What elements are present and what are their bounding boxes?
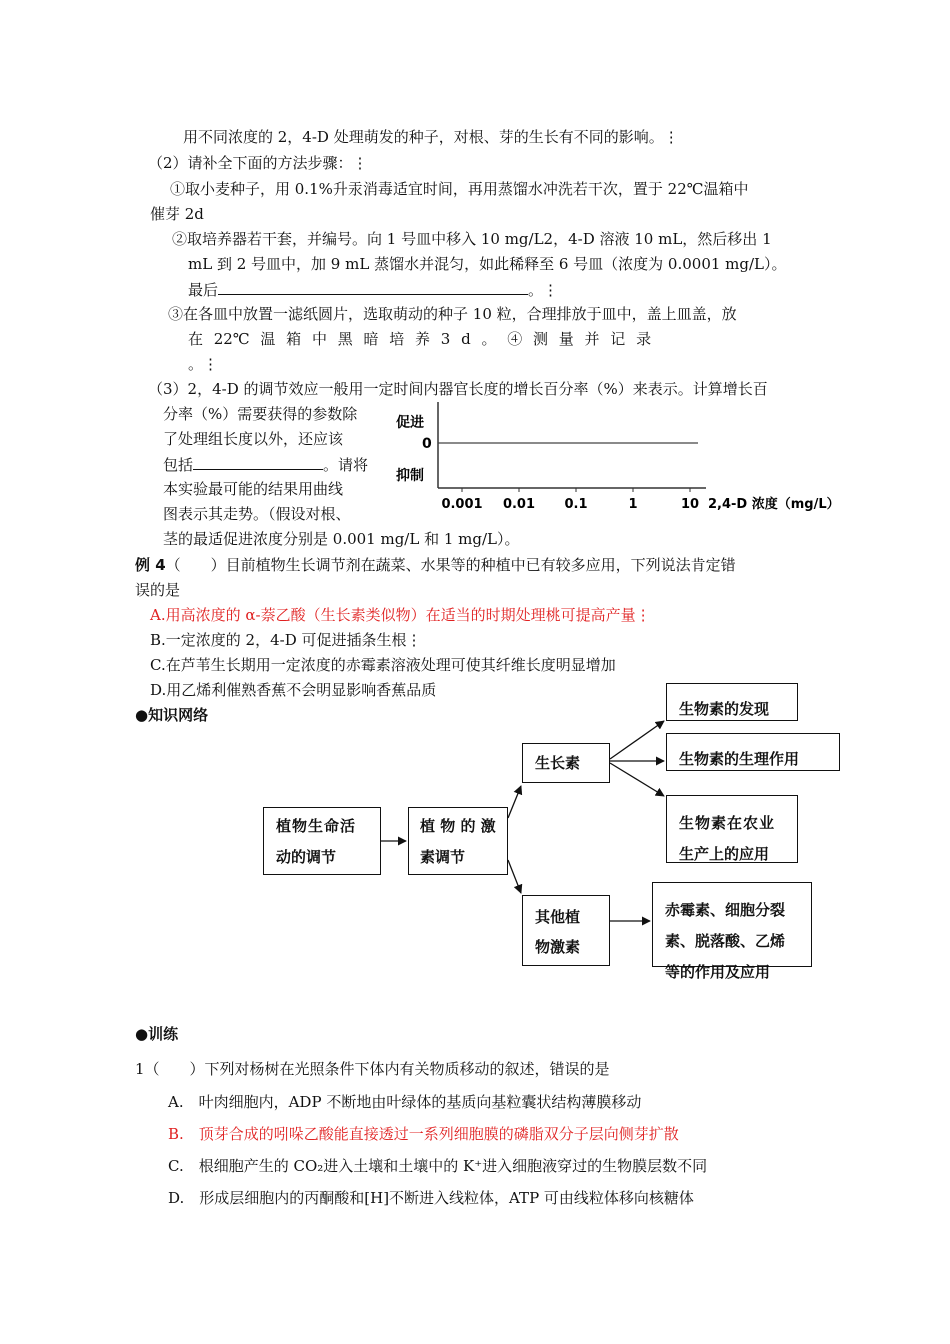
q3-prefix: 包括 <box>163 456 194 474</box>
example-4-text: （ ）目前植物生长调节剂在蔬菜、水果等的种植中已有较多应用，下列说法肯定错 <box>165 556 736 574</box>
box-auxin <box>522 743 610 783</box>
training-option-d: D. 形成层细胞内的丙酮酸和[H]不断进入线粒体，ATP 可由线粒体移向核糖体 <box>168 1189 694 1207</box>
question-3-line-7: 茎的最适促进浓度分别是 0.001 mg/L 和 1 mg/L）。 <box>163 530 520 548</box>
answer-blank-2[interactable] <box>193 454 323 470</box>
box-agricultural-application <box>666 795 798 863</box>
box-discovery <box>666 683 798 721</box>
question-2-heading: （2）请补全下面的方法步骤：⋮ <box>148 154 368 172</box>
x-tick-label: 10 <box>680 497 700 512</box>
box-text: 素调节 <box>420 848 466 866</box>
box-text: 生物素在农业 <box>679 814 776 832</box>
q3-suffix: 。请将 <box>323 456 369 474</box>
step-2-line-2: mL 到 2 号皿中，加 9 mL 蒸馏水并混匀，如此稀释至 6 号皿（浓度为 0.0001 mg/L）。 <box>188 255 787 273</box>
step-1-line-2: 催芽 2d <box>150 205 204 223</box>
box-text: 生物素的发现 <box>679 700 770 718</box>
y-label-promote: 促进 <box>396 415 424 431</box>
box-text: 动的调节 <box>276 848 337 866</box>
box-plant-hormone-regulation <box>408 807 508 875</box>
example-4-option-a: A.用高浓度的 α-萘乙酸（生长素类似物）在适当的时期处理桃可提高产量⋮ <box>150 606 651 624</box>
x-tick-label: 0.1 <box>564 497 588 512</box>
box-text: 植物生命活 <box>276 817 357 835</box>
step-2-line-3 <box>188 279 558 300</box>
box-plant-life-regulation <box>263 807 381 875</box>
step-3-line-1: ③在各皿中放置一滤纸圆片，选取萌动的种子 10 粒，合理排放于皿中，盖上皿盖，放 <box>168 305 737 323</box>
arrow-auxin-to-discovery <box>610 721 664 759</box>
training-option-a: A. 叶肉细胞内，ADP 不断地由叶绿体的基质向基粒囊状结构薄膜移动 <box>168 1093 642 1111</box>
training-title: ●训练 <box>135 1025 179 1043</box>
question-3-line-6: 图表示其走势。（假设对根、 <box>163 505 351 523</box>
question-3-line-5: 本实验最可能的结果用曲线 <box>163 480 344 498</box>
arrow-auxin-to-application <box>610 763 664 796</box>
box-text: 其他植 <box>535 908 581 926</box>
knowledge-network-title: ●知识网络 <box>135 706 209 724</box>
box-text: 等的作用及应用 <box>665 963 771 981</box>
box-other-hormone-functions <box>652 882 812 981</box>
x-tick-label: 1 <box>628 497 638 512</box>
example-4-option-d: D.用乙烯利催熟香蕉不会明显影响香蕉品质 <box>150 681 437 699</box>
box-text: 植 物 的 激 <box>420 817 496 835</box>
step-2-line-1: ②取培养器若干套，并编号。向 1 号皿中移入 10 mg/L2，4-D 溶液 10 mL，然后移出 1 <box>172 230 772 248</box>
box-text: 物激素 <box>535 938 581 956</box>
box-text: 生长素 <box>535 754 581 772</box>
example-4-option-b: B.一定浓度的 2，4-D 可促进插条生根⋮ <box>150 631 422 649</box>
y-label-zero: 0 <box>422 436 432 452</box>
training-option-c: C. 根细胞产生的 CO₂进入土壤和土壤中的 K⁺进入细胞液穿过的生物膜层数不同 <box>168 1157 708 1175</box>
step-1-line-1: ①取小麦种子，用 0.1%升汞消毒适宜时间，再用蒸馏水冲洗若干次，置于 22℃温箱中 <box>170 180 749 198</box>
box-other-hormones <box>522 895 610 966</box>
answer-blank-1[interactable] <box>218 279 528 295</box>
example-4-line-1 <box>135 555 736 575</box>
y-label-inhibit: 抑制 <box>396 468 424 484</box>
example-4-line-2: 误的是 <box>135 581 181 599</box>
x-tick-label: 0.01 <box>502 497 536 512</box>
box-text: 赤霉素、细胞分裂 <box>665 901 786 919</box>
arrow-hormone-to-auxin <box>508 786 521 818</box>
box-text: 素、脱落酸、乙烯 <box>665 932 786 950</box>
example-4-label: 例 4 <box>135 556 166 574</box>
question-3-line-3: 了处理组长度以外，还应该 <box>163 430 344 448</box>
box-physiological-role <box>666 733 840 771</box>
question-3-line-2: 分率（%）需要获得的参数除 <box>163 405 358 423</box>
intro-line: 用不同浓度的 2，4-D 处理萌发的种子，对根、芽的生长有不同的影响。⋮ <box>183 128 679 146</box>
response-chart <box>396 402 840 512</box>
box-text: 生物素的生理作用 <box>679 750 800 768</box>
training-option-b: B. 顶芽合成的吲哚乙酸能直接透过一系列细胞膜的磷脂双分子层向侧芽扩散 <box>168 1125 679 1143</box>
question-3-line-1: （3）2，4-D 的调节效应一般用一定时间内器官长度的增长百分率（%）来表示。计算增长百 <box>148 380 768 398</box>
step-2-suffix: 。⋮ <box>528 281 559 299</box>
box-text: 生产上的应用 <box>679 845 770 863</box>
arrow-hormone-to-other <box>508 860 521 893</box>
example-4-option-c: C.在芦苇生长期用一定浓度的赤霉素溶液处理可使其纤维长度明显增加 <box>150 656 616 674</box>
step-3-line-3: 。⋮ <box>188 355 219 373</box>
x-axis-label: 2,4-D 浓度（mg/L） <box>708 497 840 512</box>
step-3-line-2: 在 22℃ 温 箱 中 黑 暗 培 养 3 d 。 ④ 测 量 并 记 录 <box>188 330 652 348</box>
step-2-prefix: 最后 <box>188 281 219 299</box>
x-tick-label: 0.001 <box>441 497 483 512</box>
training-question-1: 1（ ）下列对杨树在光照条件下体内有关物质移动的叙述，错误的是 <box>135 1060 610 1078</box>
question-3-line-4 <box>163 454 368 475</box>
